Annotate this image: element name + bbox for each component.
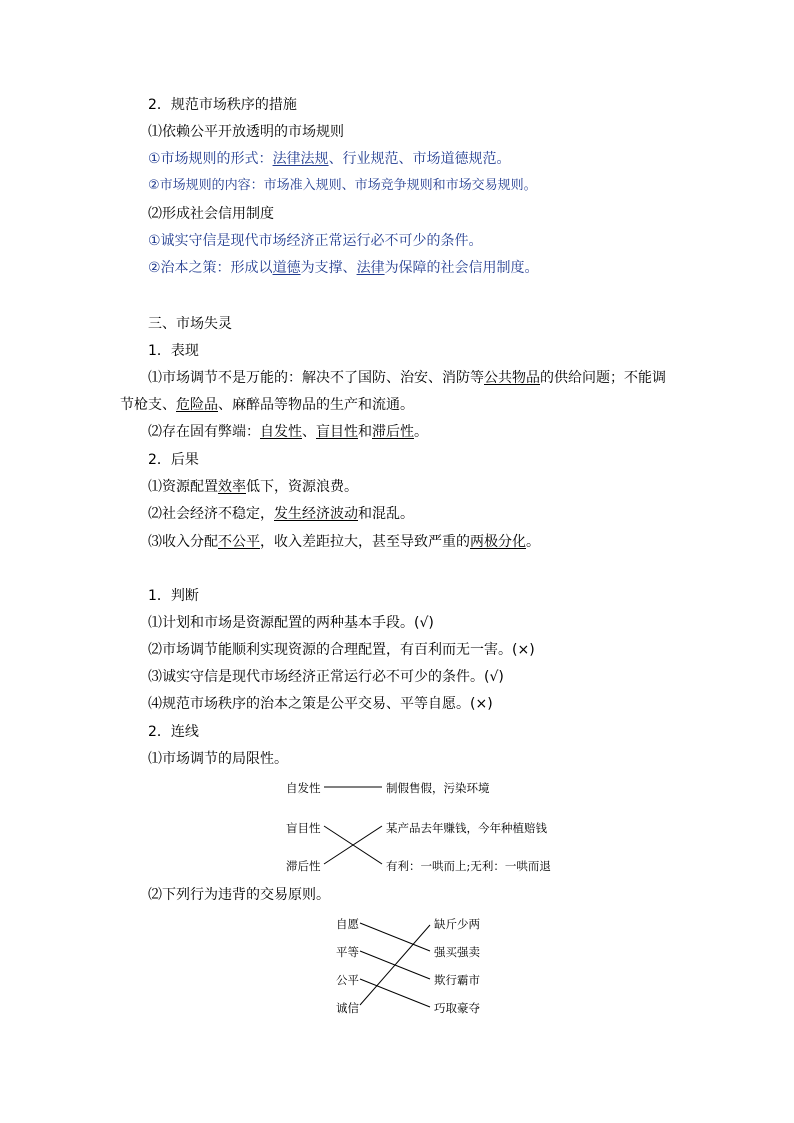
match2-right-4: 巧取豪夺 <box>434 1001 480 1015</box>
text: ①市场规则的形式： <box>148 151 273 167</box>
text: ⑶收入分配 <box>148 534 218 550</box>
match1-left-1: 自发性 <box>286 781 321 795</box>
subsection-credit-system: ⑵形成社会信用制度 <box>148 206 274 222</box>
underlined-term: 发生经济波动 <box>274 506 358 522</box>
text: 、麻醉品等物品的生产和流通。 <box>218 397 414 413</box>
text: 的供给问题；不能调 <box>540 370 666 386</box>
matching-2-title: ⑵下列行为违背的交易原则。 <box>148 887 330 903</box>
text: 、 <box>302 424 316 440</box>
text: 和 <box>358 424 372 440</box>
underlined-term: 效率 <box>218 479 246 495</box>
underlined-term: 公共物品 <box>484 370 540 386</box>
heading-matching: 2．连线 <box>148 724 199 740</box>
underlined-term: 法律法规 <box>272 151 329 167</box>
text: 为保障的社会信用制度。 <box>384 260 539 276</box>
match1-right-1: 制假售假，污染环境 <box>386 781 490 795</box>
heading-judgement: 1．判断 <box>148 588 199 604</box>
text: ⑵存在固有弊端： <box>148 424 260 440</box>
underlined-term: 盲目性 <box>316 424 358 440</box>
text: 低下，资源浪费。 <box>246 479 358 495</box>
underlined-term: 不公平 <box>218 534 260 550</box>
rule-content-line: ②市场规则的内容：市场准入规则、市场竞争规则和市场交易规则。 <box>148 178 537 193</box>
text: 。 <box>414 424 428 440</box>
match2-left-1: 自愿 <box>336 917 359 931</box>
text: 、行业规范、市场道德规范。 <box>328 151 511 167</box>
text: 和混乱。 <box>358 506 414 522</box>
match2-left-3: 公平 <box>336 973 359 987</box>
underlined-term: 自发性 <box>260 424 302 440</box>
underlined-term: 两极分化 <box>470 534 526 550</box>
text: ⑴市场调节不是万能的：解决不了国防、治安、消防等 <box>148 370 484 386</box>
match1-left-2: 盲目性 <box>286 821 321 835</box>
text: ⑴资源配置 <box>148 479 218 495</box>
match2-right-2: 强买强卖 <box>434 945 480 959</box>
match1-right-2: 某产品去年赚钱，今年种植赔钱 <box>386 821 547 835</box>
heading-manifestation: 1．表现 <box>148 343 199 359</box>
section-title-market-failure: 三、市场失灵 <box>148 316 232 332</box>
match2-left-2: 平等 <box>336 945 359 959</box>
text: 节枪支、 <box>120 397 176 413</box>
subsection-market-rules: ⑴依赖公平开放透明的市场规则 <box>148 124 344 140</box>
match1-right-3: 有利：一哄而上;无利：一哄而退 <box>386 859 551 873</box>
matching-1-title: ⑴市场调节的局限性。 <box>148 751 288 767</box>
text: ②治本之策：形成以 <box>148 260 273 276</box>
judgement-item-1: ⑴计划和市场是资源配置的两种基本手段。(√) <box>148 615 434 631</box>
underlined-term: 法律 <box>356 260 385 276</box>
match2-left-4: 诚信 <box>336 1001 359 1015</box>
judgement-item-2: ⑵市场调节能顺利实现资源的合理配置，有百利而无一害。(×) <box>148 642 535 658</box>
heading-consequences: 2．后果 <box>148 452 199 468</box>
match1-left-3: 滞后性 <box>286 859 321 873</box>
match2-right-1: 缺斤少两 <box>434 917 480 931</box>
text: ⑵社会经济不稳定， <box>148 506 274 522</box>
text: 为支撑、 <box>300 260 357 276</box>
underlined-term: 道德 <box>272 260 301 276</box>
judgement-item-3: ⑶诚实守信是现代市场经济正常运行必不可少的条件。(√) <box>148 669 504 685</box>
judgement-item-4: ⑷规范市场秩序的治本之策是公平交易、平等自愿。(×) <box>148 696 493 712</box>
underlined-term: 滞后性 <box>372 424 414 440</box>
underlined-term: 危险品 <box>176 397 218 413</box>
text: ，收入差距拉大，甚至导致严重的 <box>260 534 470 550</box>
match2-right-3: 欺行霸市 <box>434 973 480 987</box>
text: 。 <box>526 534 540 550</box>
credit-condition-line: ①诚实守信是现代市场经济正常运行必不可少的条件。 <box>148 233 483 249</box>
section-title-regulate: 2．规范市场秩序的措施 <box>148 97 297 113</box>
